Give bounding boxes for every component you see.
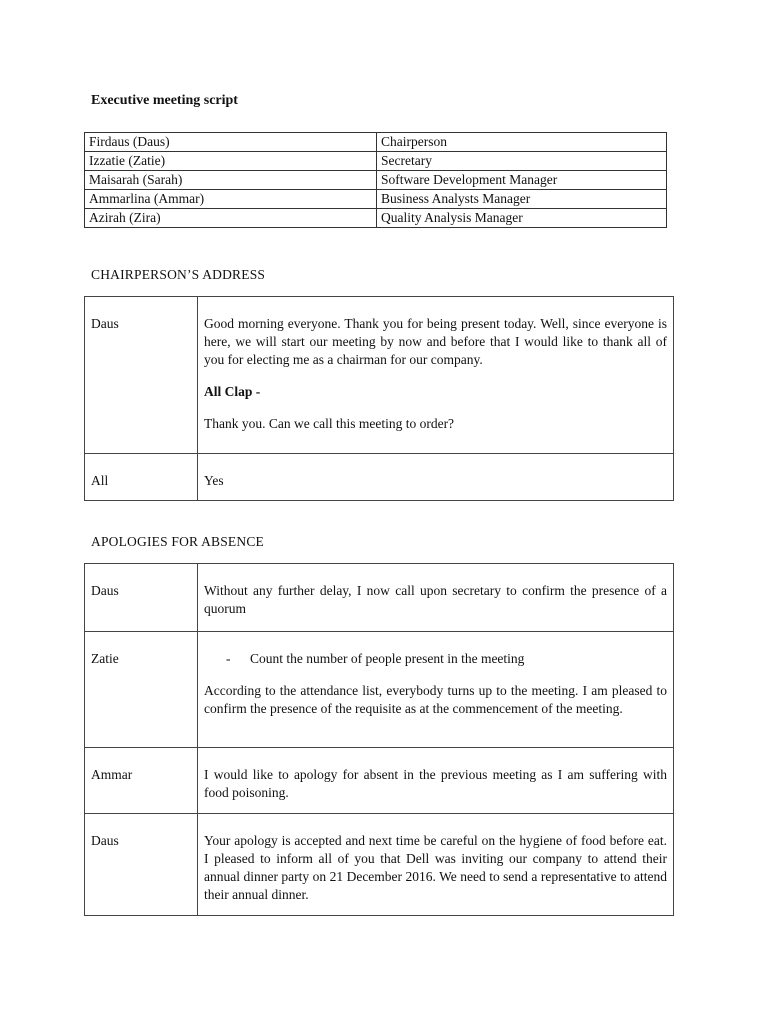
speaker-cell: All [85, 454, 198, 501]
table-row [85, 564, 674, 632]
member-name: Firdaus (Daus) [85, 133, 377, 152]
dialogue-text: Thank you. Can we call this meeting to order? [204, 416, 455, 431]
member-role: Chairperson [377, 133, 667, 152]
table-row [85, 190, 667, 209]
table-row [85, 748, 674, 814]
member-role: Business Analysts Manager [377, 190, 667, 209]
section-heading-chairperson-address: CHAIRPERSON’S ADDRESS [91, 267, 266, 282]
table-row [85, 454, 674, 501]
dialogue-cell [198, 454, 674, 501]
member-name: Maisarah (Sarah) [85, 171, 377, 190]
table-row [85, 297, 674, 454]
apologies-table [84, 563, 674, 916]
dialogue-text: Good morning everyone. Thank you for being present today. Well, since everyone is here, we will start our meeting by now and before that I would like to thank all of you for electing me as a chairman for our company. [204, 316, 667, 367]
section-heading-apologies: APOLOGIES FOR ABSENCE [91, 534, 264, 549]
table-row [85, 209, 667, 228]
speaker-cell: Zatie [85, 632, 198, 748]
dialogue-text: Without any further delay, I now call upon secretary to confirm the presence of a quorum [204, 583, 667, 616]
member-role: Secretary [377, 152, 667, 171]
roles-table [84, 132, 667, 228]
member-role: Software Development Manager [377, 171, 667, 190]
chairperson-address-table [84, 296, 674, 501]
bullet-item [204, 650, 667, 668]
dialogue-cell [198, 564, 674, 632]
member-name: Ammarlina (Ammar) [85, 190, 377, 209]
bullet-text: Count the number of people present in the meeting [250, 651, 525, 666]
bullet-dash: - [226, 651, 231, 666]
speaker-cell: Daus [85, 297, 198, 454]
speaker-cell: Ammar [85, 748, 198, 814]
dialogue-cell [198, 748, 674, 814]
table-row [85, 133, 667, 152]
dialogue-cell [198, 814, 674, 916]
member-name: Izzatie (Zatie) [85, 152, 377, 171]
table-row [85, 814, 674, 916]
dialogue-text: According to the attendance list, everybody turns up to the meeting. I am pleased to confirm the presence of the requisite as at the commencement of the meeting. [204, 683, 667, 716]
table-row [85, 632, 674, 748]
table-row [85, 171, 667, 190]
dialogue-cell [198, 632, 674, 748]
dialogue-text: Your apology is accepted and next time be careful on the hygiene of food before eat. I pleased to inform all of you that Dell was inviting our company to attend their annual dinner party on 21 December 2016. We need to send a representative to attend their annual dinner. [204, 833, 667, 902]
stage-direction: All Clap - [204, 384, 261, 399]
speaker-cell: Daus [85, 814, 198, 916]
member-name: Azirah (Zira) [85, 209, 377, 228]
dialogue-text: Yes [204, 473, 224, 488]
document-title: Executive meeting script [91, 93, 238, 108]
dialogue-text: I would like to apology for absent in the previous meeting as I am suffering with food poisoning. [204, 767, 667, 800]
dialogue-cell [198, 297, 674, 454]
table-row [85, 152, 667, 171]
speaker-cell: Daus [85, 564, 198, 632]
member-role: Quality Analysis Manager [377, 209, 667, 228]
